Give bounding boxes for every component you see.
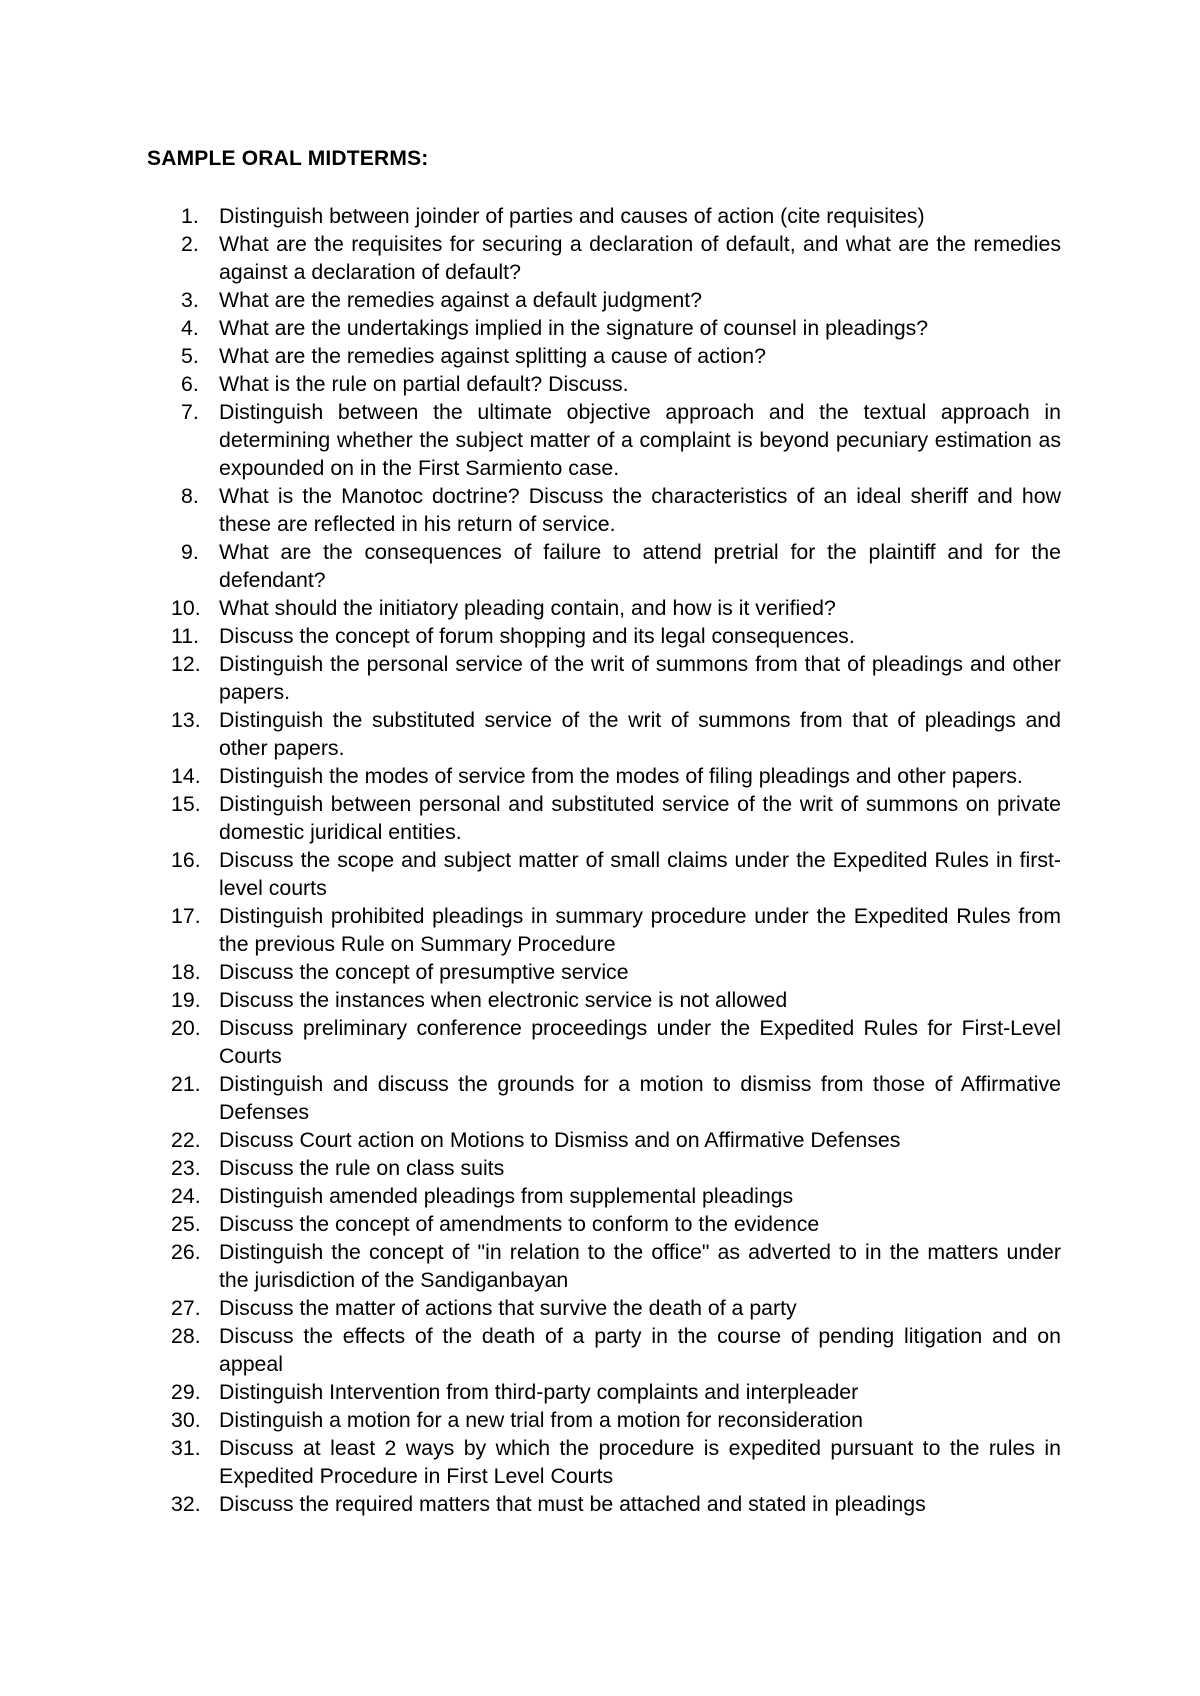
question-item <box>0 482 1061 538</box>
question-item <box>0 1154 1061 1182</box>
question-number: 32. <box>171 1492 201 1516</box>
question-text: Distinguish a motion for a new trial from a motion for reconsideration <box>219 1408 863 1432</box>
question-number: 9. <box>181 540 199 564</box>
question-text: Discuss the rule on class suits <box>219 1156 505 1180</box>
question-text: Discuss the instances when electronic service is not allowed <box>219 988 788 1012</box>
question-item <box>0 1014 1061 1070</box>
question-text: Distinguish the substituted service of the writ of summons from that of pleadings and other papers. <box>219 708 1061 760</box>
question-number: 27. <box>171 1296 201 1320</box>
question-text: What are the consequences of failure to attend pretrial for the plaintiff and for the defendant? <box>219 540 1061 592</box>
question-text: What are the requisites for securing a declaration of default, and what are the remedies against a declaration of default? <box>219 232 1061 284</box>
question-number: 14. <box>171 764 201 788</box>
question-text: Distinguish amended pleadings from supplemental pleadings <box>219 1184 794 1208</box>
question-text: Discuss at least 2 ways by which the procedure is expedited pursuant to the rules in Expedited Procedure in First Level Courts <box>219 1436 1061 1488</box>
question-item <box>0 622 1061 650</box>
question-number: 11. <box>171 624 200 648</box>
question-item <box>0 846 1061 902</box>
question-number: 24. <box>171 1184 201 1208</box>
question-text: What is the Manotoc doctrine? Discuss the characteristics of an ideal sheriff and how these are reflected in his return of service. <box>219 484 1061 536</box>
question-text: Discuss the concept of presumptive service <box>219 960 629 984</box>
question-number: 13. <box>171 708 201 732</box>
question-number: 22. <box>171 1128 201 1152</box>
question-item <box>0 902 1061 958</box>
question-text: Distinguish prohibited pleadings in summary procedure under the Expedited Rules from the previous Rule on Summary Procedure <box>219 904 1061 956</box>
question-number: 2. <box>181 232 199 256</box>
question-number: 3. <box>181 288 199 312</box>
question-item <box>0 1406 1061 1434</box>
question-number: 7. <box>181 400 199 424</box>
question-text: Distinguish the concept of "in relation to the office" as adverted to in the matters under the jurisdiction of the Sandiganbayan <box>219 1240 1061 1292</box>
question-item <box>0 958 1061 986</box>
question-item <box>0 1322 1061 1378</box>
question-item <box>0 1490 1061 1518</box>
question-number: 21. <box>171 1072 201 1096</box>
question-number: 4. <box>181 316 199 340</box>
question-text: Discuss the matter of actions that survive the death of a party <box>219 1296 797 1320</box>
question-number: 31. <box>171 1436 201 1460</box>
question-text: Distinguish the modes of service from the modes of filing pleadings and other papers. <box>219 764 1023 788</box>
question-number: 15. <box>171 792 201 816</box>
question-number: 20. <box>171 1016 201 1040</box>
question-text: What are the remedies against a default judgment? <box>219 288 703 312</box>
question-number: 1. <box>181 204 199 228</box>
question-item <box>0 286 1061 314</box>
question-number: 28. <box>171 1324 201 1348</box>
question-item <box>0 1238 1061 1294</box>
document-title: SAMPLE ORAL MIDTERMS: <box>147 147 429 170</box>
question-number: 19. <box>171 988 201 1012</box>
question-text: Discuss Court action on Motions to Dismiss and on Affirmative Defenses <box>219 1128 901 1152</box>
question-item <box>0 538 1061 594</box>
question-item <box>0 762 1061 790</box>
question-text: Distinguish and discuss the grounds for a motion to dismiss from those of Affirmative Defenses <box>219 1072 1061 1124</box>
question-number: 29. <box>171 1380 201 1404</box>
question-text: Discuss the required matters that must be attached and stated in pleadings <box>219 1492 926 1516</box>
question-item <box>0 986 1061 1014</box>
question-number: 8. <box>181 484 199 508</box>
question-item <box>0 1070 1061 1126</box>
question-item <box>0 650 1061 706</box>
question-number: 26. <box>171 1240 201 1264</box>
question-number: 6. <box>181 372 199 396</box>
question-item <box>0 1294 1061 1322</box>
question-text: What are the remedies against splitting a cause of action? <box>219 344 766 368</box>
question-item <box>0 342 1061 370</box>
question-text: Distinguish between the ultimate objective approach and the textual approach in determining whether the subject matter of a complaint is beyond pecuniary estimation as expounded on in the First Sarmiento case. <box>219 400 1061 480</box>
question-number: 23. <box>171 1156 201 1180</box>
question-text: Discuss the concept of amendments to conform to the evidence <box>219 1212 820 1236</box>
question-number: 5. <box>181 344 199 368</box>
question-text: Distinguish between joinder of parties and causes of action (cite requisites) <box>219 204 925 228</box>
question-item <box>0 230 1061 286</box>
question-number: 16. <box>171 848 201 872</box>
question-item <box>0 594 1061 622</box>
question-text: Distinguish the personal service of the writ of summons from that of pleadings and other papers. <box>219 652 1061 704</box>
question-text: What are the undertakings implied in the signature of counsel in pleadings? <box>219 316 929 340</box>
question-list <box>0 202 1200 1518</box>
question-number: 25. <box>171 1212 201 1236</box>
question-text: Distinguish Intervention from third-party complaints and interpleader <box>219 1380 859 1404</box>
question-text: Discuss preliminary conference proceedings under the Expedited Rules for First-Level Courts <box>219 1016 1061 1068</box>
question-number: 12. <box>171 652 201 676</box>
question-number: 18. <box>171 960 201 984</box>
question-item <box>0 790 1061 846</box>
question-text: Discuss the concept of forum shopping and its legal consequences. <box>219 624 855 648</box>
question-text: Discuss the scope and subject matter of small claims under the Expedited Rules in first-level courts <box>219 848 1061 900</box>
question-item <box>0 1126 1061 1154</box>
question-number: 30. <box>171 1408 201 1432</box>
question-item <box>0 398 1061 482</box>
question-text: Distinguish between personal and substituted service of the writ of summons on private domestic juridical entities. <box>219 792 1061 844</box>
question-number: 17. <box>171 904 201 928</box>
question-text: What is the rule on partial default? Discuss. <box>219 372 629 396</box>
question-item <box>0 1210 1061 1238</box>
question-item <box>0 706 1061 762</box>
question-item <box>0 1434 1061 1490</box>
question-text: Discuss the effects of the death of a party in the course of pending litigation and on appeal <box>219 1324 1061 1376</box>
question-number: 10. <box>171 596 201 620</box>
question-item <box>0 370 1061 398</box>
question-item <box>0 1378 1061 1406</box>
question-item <box>0 314 1061 342</box>
question-item <box>0 1182 1061 1210</box>
question-text: What should the initiatory pleading contain, and how is it verified? <box>219 596 836 620</box>
question-item <box>0 202 1061 230</box>
